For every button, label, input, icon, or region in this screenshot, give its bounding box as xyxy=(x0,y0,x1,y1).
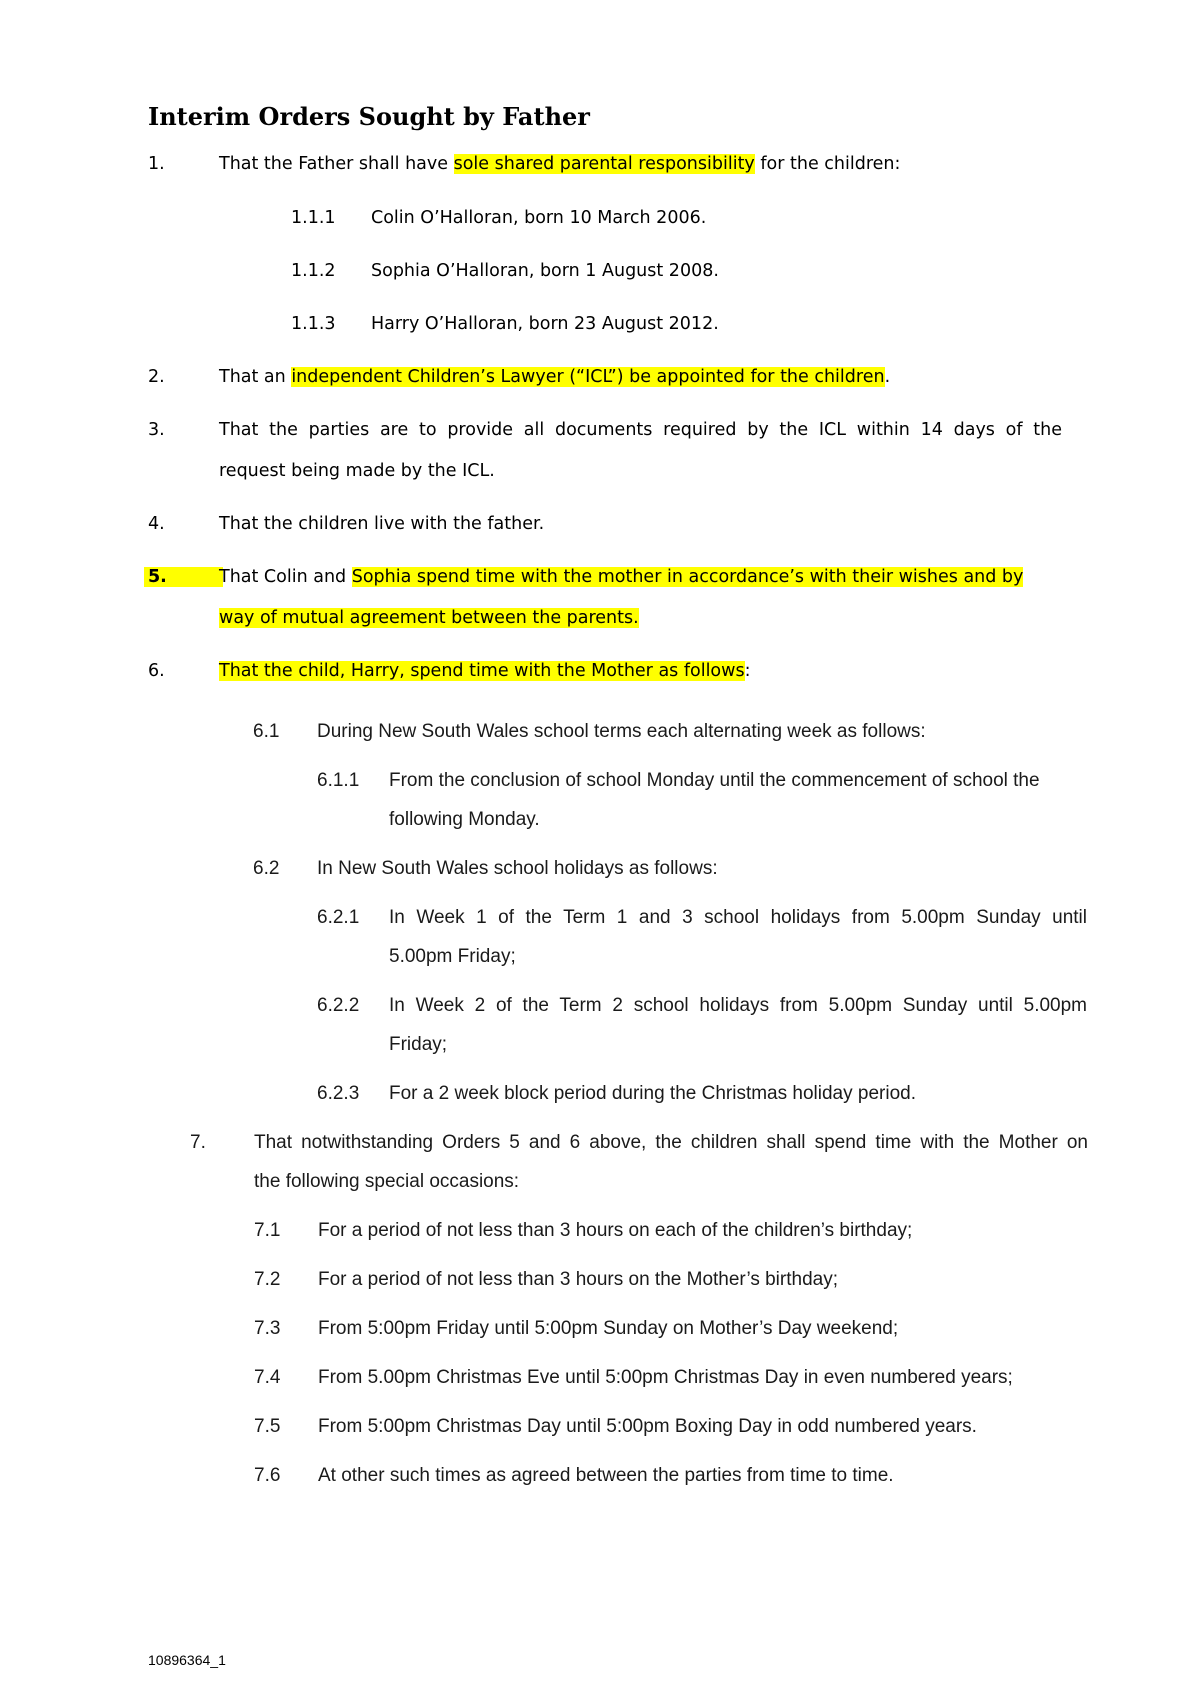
order-6-2-2-line-1: In Week 2 of the Term 2 school holidays from 5.00pm Sunday until 5.00pm xyxy=(389,995,1087,1016)
order-4-number: 4. xyxy=(148,514,165,534)
order-7-1-number: 7.1 xyxy=(254,1220,281,1241)
order-5-text-line-2 xyxy=(219,608,639,628)
order-1-1-2-text: Sophia O’Halloran, born 1 August 2008. xyxy=(371,261,719,281)
order-1-text xyxy=(219,154,900,174)
order-6-2-1-number: 6.2.1 xyxy=(317,907,360,928)
order-7-6-number: 7.6 xyxy=(254,1465,281,1486)
order-2-number: 2. xyxy=(148,367,165,387)
order-5-text-line-1 xyxy=(219,567,1023,587)
order-7-line-1: That notwithstanding Orders 5 and 6 above, the children shall spend time with the Mother on xyxy=(254,1132,1088,1153)
order-7-3-text: From 5:00pm Friday until 5:00pm Sunday on Mother’s Day weekend; xyxy=(318,1318,899,1339)
order-4-text: That the children live with the father. xyxy=(219,514,545,534)
order-1-1-1-text: Colin O’Halloran, born 10 March 2006. xyxy=(371,208,707,228)
order-5-text-pre: That Colin and xyxy=(219,567,352,587)
order-1-number: 1. xyxy=(148,154,165,174)
document-reference: 10896364_1 xyxy=(148,1652,226,1668)
order-6-2-3-number: 6.2.3 xyxy=(317,1083,360,1104)
order-6-2-text: In New South Wales school holidays as follows: xyxy=(317,858,718,879)
order-1-1-2-number: 1.1.2 xyxy=(291,261,336,281)
order-2-text xyxy=(219,367,890,387)
order-3-text-line-1: That the parties are to provide all documents required by the ICL within 14 days of the xyxy=(219,420,1062,440)
order-6-1-1-line-2: following Monday. xyxy=(389,809,540,830)
order-1-highlight: sole shared parental responsibility xyxy=(453,154,755,174)
order-6-1-1-number: 6.1.1 xyxy=(317,770,360,791)
order-7-2-number: 7.2 xyxy=(254,1269,281,1290)
order-6-highlight: That the child, Harry, spend time with the Mother as follows xyxy=(219,661,745,681)
page-title: Interim Orders Sought by Father xyxy=(148,102,590,131)
order-7-5-text: From 5:00pm Christmas Day until 5:00pm Boxing Day in odd numbered years. xyxy=(318,1416,977,1437)
order-6-2-1-line-1: In Week 1 of the Term 1 and 3 school holidays from 5.00pm Sunday until xyxy=(389,907,1087,928)
order-7-4-number: 7.4 xyxy=(254,1367,281,1388)
order-6-text-post: : xyxy=(744,661,751,681)
order-6-1-1-line-1: From the conclusion of school Monday until the commencement of school the xyxy=(389,770,1040,791)
order-7-line-2: the following special occasions: xyxy=(254,1171,520,1192)
order-7-6-text: At other such times as agreed between the parties from time to time. xyxy=(318,1465,894,1486)
order-3-text-line-2: request being made by the ICL. xyxy=(219,461,495,481)
order-6-1-number: 6.1 xyxy=(253,721,280,742)
order-1-text-pre: That the Father shall have xyxy=(219,154,454,174)
order-5-highlight-2: way of mutual agreement between the parents. xyxy=(219,608,639,628)
order-7-5-number: 7.5 xyxy=(254,1416,281,1437)
order-6-number: 6. xyxy=(148,661,165,681)
order-2-text-pre: That an xyxy=(219,367,292,387)
order-6-2-2-number: 6.2.2 xyxy=(317,995,360,1016)
order-1-1-3-text: Harry O’Halloran, born 23 August 2012. xyxy=(371,314,719,334)
order-1-1-3-number: 1.1.3 xyxy=(291,314,336,334)
order-6-2-3-text: For a 2 week block period during the Christmas holiday period. xyxy=(389,1083,916,1104)
order-7-4-text: From 5.00pm Christmas Eve until 5:00pm Christmas Day in even numbered years; xyxy=(318,1367,1013,1388)
order-2-highlight: independent Children’s Lawyer (“ICL”) be appointed for the children xyxy=(291,367,885,387)
order-6-text xyxy=(219,661,750,681)
order-6-2-1-line-2: 5.00pm Friday; xyxy=(389,946,516,967)
order-6-2-number: 6.2 xyxy=(253,858,280,879)
order-6-2-2-line-2: Friday; xyxy=(389,1034,448,1055)
order-7-1-text: For a period of not less than 3 hours on each of the children’s birthday; xyxy=(318,1220,913,1241)
order-5-number: 5. xyxy=(144,567,223,587)
order-3-number: 3. xyxy=(148,420,165,440)
order-7-2-text: For a period of not less than 3 hours on the Mother’s birthday; xyxy=(318,1269,838,1290)
order-1-1-1-number: 1.1.1 xyxy=(291,208,336,228)
order-7-number: 7. xyxy=(190,1132,206,1153)
order-1-text-post: for the children: xyxy=(754,154,901,174)
order-7-3-number: 7.3 xyxy=(254,1318,281,1339)
order-5-highlight-1: Sophia spend time with the mother in accordance’s with their wishes and by xyxy=(351,567,1024,587)
order-2-text-post: . xyxy=(884,367,891,387)
order-6-1-text: During New South Wales school terms each alternating week as follows: xyxy=(317,721,926,742)
